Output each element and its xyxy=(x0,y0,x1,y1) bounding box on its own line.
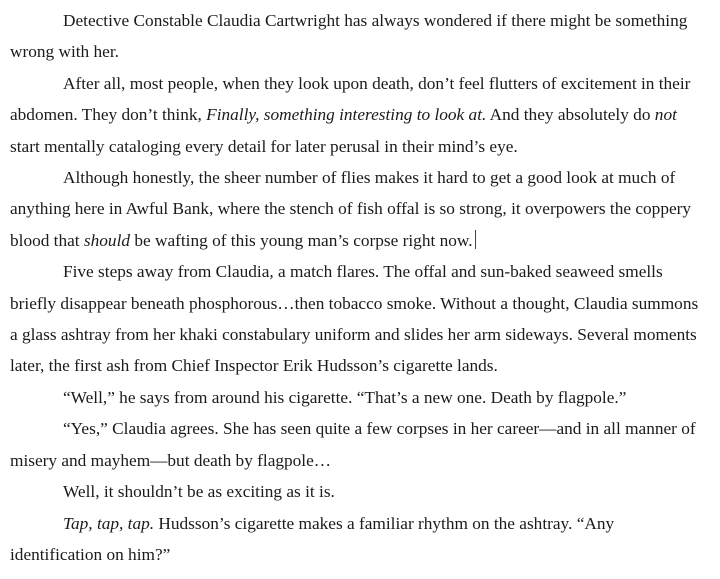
text-run: “Well,” he says from around his cigarette. “That’s a new one. Death by flagpole.” xyxy=(63,387,627,407)
paragraph xyxy=(10,413,710,476)
paragraph xyxy=(10,508,710,571)
text-run: After all, most people, when they look upon death, don’t feel flutters of excitement in their abdomen. They don’t think, xyxy=(10,73,691,125)
text-run: Hudsson’s cigarette makes a familiar rhythm on the ashtray. “Any identification on him?” xyxy=(10,513,615,564)
paragraph xyxy=(10,256,710,382)
text-run: And they absolutely do xyxy=(486,105,655,125)
text-run: Five steps away from Claudia, a match flares. The offal and sun-baked seaweed smells briefly disappear beneath phosphorous…then tobacco smoke. Without a thought, Claudia summons a glass ashtray from her khaki constabulary uniform and slides her arm sideways. Several moments later, the first ash from Chief Inspector Erik Hudsson’s cigarette lands. xyxy=(10,262,699,376)
text-run: Well, it shouldn’t be as exciting as it is. xyxy=(63,482,335,502)
text-run: Although honestly, the sheer number of flies makes it hard to get a good look at much of anything here in Awful Bank, where the stench of fish offal is so strong, it overpowers the coppery blood that xyxy=(10,168,692,250)
italic-text-run: Tap, tap, tap. xyxy=(63,513,155,533)
paragraph xyxy=(10,5,710,68)
italic-text-run: should xyxy=(83,230,131,250)
paragraph xyxy=(10,476,710,507)
text-cursor xyxy=(475,230,476,249)
paragraph xyxy=(10,68,710,162)
paragraph xyxy=(10,382,710,413)
italic-text-run: not xyxy=(654,105,677,125)
document-body[interactable] xyxy=(10,0,710,570)
text-run: start mentally cataloging every detail for later perusal in their mind’s eye. xyxy=(10,136,518,156)
text-run: Detective Constable Claudia Cartwright has always wondered if there might be something wrong with her. xyxy=(10,11,688,62)
text-run: be wafting of this young man’s corpse right now. xyxy=(130,230,473,250)
text-run: “Yes,” Claudia agrees. She has seen quite a few corpses in her career—and in all manner of misery and mayhem—but death by flagpole… xyxy=(10,419,696,470)
paragraph xyxy=(10,162,710,256)
italic-text-run: Finally, something interesting to look at. xyxy=(206,105,487,125)
